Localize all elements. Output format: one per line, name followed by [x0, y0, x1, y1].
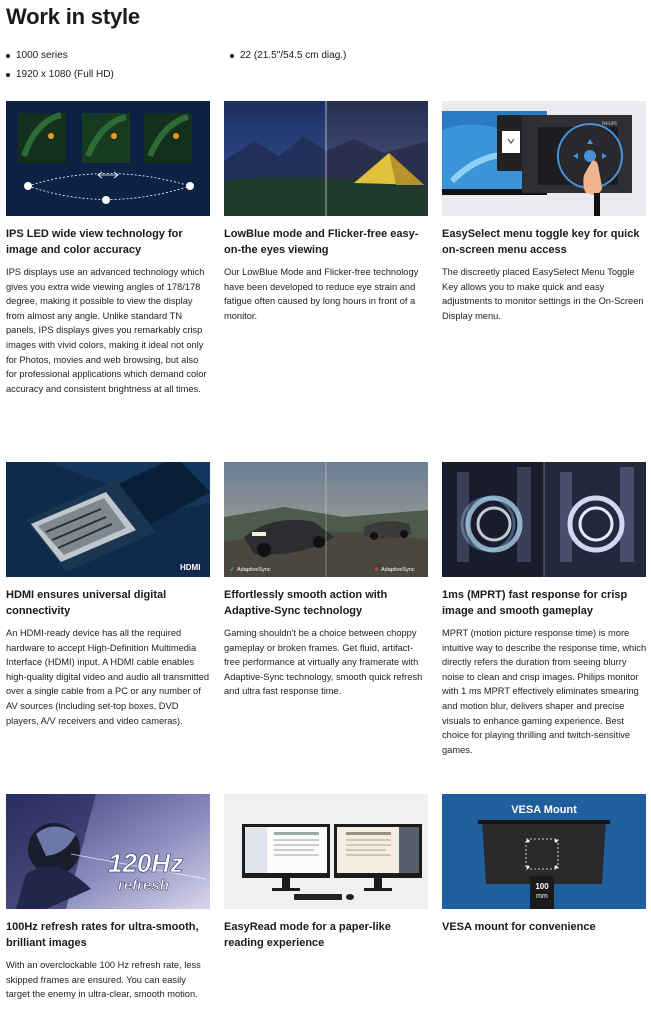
feature-title: HDMI ensures universal digital connectivity [6, 589, 167, 617]
mprt-image [442, 462, 646, 577]
bullet-icon [6, 73, 10, 77]
page-title: Work in style [6, 4, 140, 29]
feature-title: Effortlessly smooth action with Adaptive-Sync technology [224, 589, 388, 617]
ips-image [6, 101, 210, 216]
feature-title: VESA mount for convenience [442, 921, 596, 933]
feature-easyselect [442, 101, 647, 323]
feature-body: Gaming shouldn't be a choice between choppy gameplay or broken frames. Get fluid, artifact-free performance at virtually any framerate with Adaptive-Sync technology, smooth quick refresh and ultra fast response time. [224, 628, 423, 697]
refresh-image [6, 794, 210, 909]
spec-text: 1920 x 1080 (Full HD) [16, 69, 114, 80]
feature-body: With an overclockable 100 Hz refresh rate, less skipped frames are ensured. You can easily target the enemy in ultra-clear, smooth motion. [6, 960, 201, 1000]
feature-vesa [442, 794, 647, 935]
vesa-size-unit: mm [536, 893, 548, 900]
vesa-title: VESA Mount [511, 804, 577, 816]
feature-title: LowBlue mode and Flicker-free easy-on-the eyes viewing [224, 228, 419, 256]
feature-title: IPS LED wide view technology for image and color accuracy [6, 228, 183, 256]
feature-body: An HDMI-ready device has all the required hardware to accept High-Definition Multimedia Interface (HDMI) input. A HDMI cable enables high-quality digital video and audio all transmitted over a single cable from a PC or any number of AV sources (including set-top boxes, DVD players, A/V receivers and video cameras). [6, 628, 210, 726]
vesa-image [442, 794, 646, 909]
spec-text: 1000 series [16, 50, 68, 61]
easyselect-image [442, 101, 646, 216]
easyread-image [224, 794, 428, 909]
philips-logo: PHILIPS [602, 121, 617, 126]
feature-body: Our LowBlue Mode and Flicker-free technology have been developed to reduce eye strain and fatigue often caused by long hours in front of a monitor. [224, 267, 419, 321]
spec-text: 22 (21.5"/54.5 cm diag.) [240, 50, 347, 61]
feature-body: IPS displays use an advanced technology which gives you extra wide viewing angles of 178/178 degree, making it possible to view the display from almost any angle. Unlike standard TN panels, IPS displays gives you remarkably crisp images with vivid colors, making it ideal not only for Photos, movies and web browsing, but also for professional applications which demand color accuracy and consistent brightness at all times. [6, 267, 207, 394]
feature-lowblue [224, 101, 429, 323]
feature-title: 100Hz refresh rates for ultra-smooth, brilliant images [6, 921, 199, 949]
lowblue-image [224, 101, 428, 216]
feature-hdmi [6, 462, 211, 728]
feature-refresh [6, 794, 211, 1002]
spec-series [6, 50, 68, 61]
feature-easyread [224, 794, 429, 951]
hdmi-image [6, 462, 210, 577]
feature-body: MPRT (motion picture response time) is more intuitive way to describe the response time, which directly refers the duration from seeing blurry noise to clean and crisp images. Philips monitor with 1 ms MPRT effectively eliminates smearing and motion blur, delivers shaper and precise visuals to enhance gaming experience. Best choice for playing thrilling and twitch-sensitive games. [442, 628, 647, 755]
spec-size [230, 50, 346, 61]
vesa-size-number: 100 [535, 882, 549, 891]
feature-ips [6, 101, 211, 396]
bullet-icon [6, 54, 10, 58]
feature-adaptivesync [224, 462, 429, 699]
refresh-number: 120Hz [108, 848, 184, 878]
hdmi-label: HDMI [180, 563, 201, 572]
refresh-word: refresh [118, 877, 169, 894]
spec-resolution [6, 69, 114, 80]
svg-text:✔: ✔ [230, 567, 235, 573]
bullet-icon [230, 54, 234, 58]
feature-body: The discreetly placed EasySelect Menu Toggle Key allows you to make quick and easy adjustments to monitor settings in the On-Screen Display menu. [442, 267, 644, 321]
feature-title: EasySelect menu toggle key for quick on-screen menu access [442, 228, 640, 256]
svg-text:✖: ✖ [374, 567, 379, 573]
feature-title: EasyRead mode for a paper-like reading experience [224, 921, 391, 949]
adaptivesync-image [224, 462, 428, 577]
feature-title: 1ms (MPRT) fast response for crisp image and smooth gameplay [442, 589, 628, 617]
feature-mprt [442, 462, 647, 757]
adaptive-off-label: AdaptiveSync [381, 567, 415, 573]
adaptive-on-label: AdaptiveSync [237, 567, 271, 573]
